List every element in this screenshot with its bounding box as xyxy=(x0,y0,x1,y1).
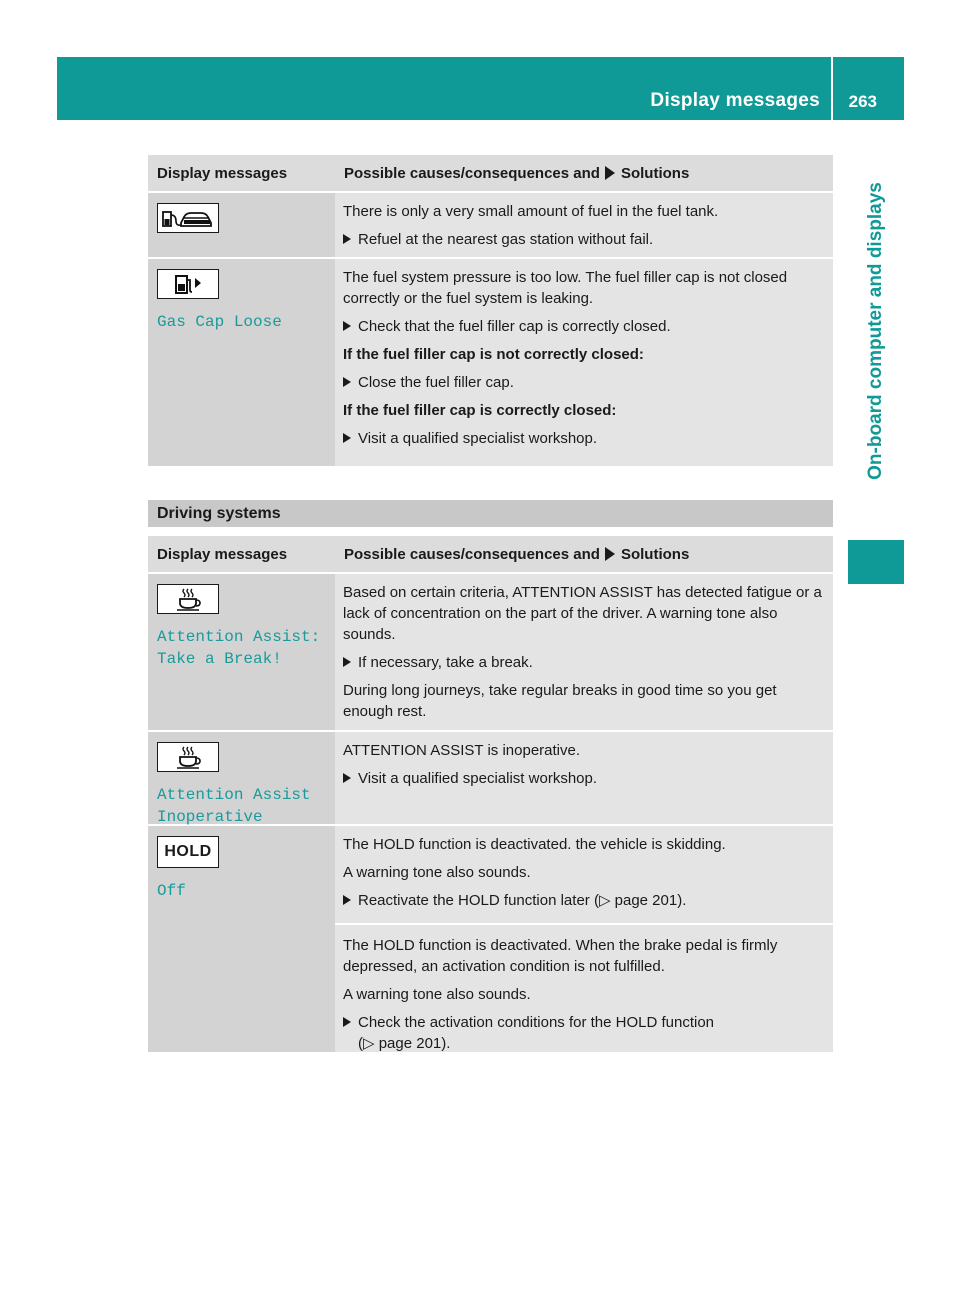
column-header-display: Display messages xyxy=(157,545,288,563)
step-text: Close the fuel filler cap. xyxy=(358,374,514,391)
column-header-causes xyxy=(335,165,833,182)
cause-text: The fuel system pressure is too low. The fuel filler cap is not closed correctly or the fuel system is leaking. xyxy=(343,269,788,307)
page-number: 263 xyxy=(848,92,877,111)
table-row xyxy=(148,572,833,730)
hold-icon xyxy=(157,836,219,868)
side-chapter-tab xyxy=(848,126,904,536)
cause-text: The HOLD function is deactivated. the vehicle is skidding. xyxy=(343,836,726,853)
cause-block-2 xyxy=(335,923,833,1054)
solution-cell xyxy=(335,259,833,466)
step-arrow-icon xyxy=(343,773,351,783)
step-text-line1: Check the activation conditions for the HOLD function xyxy=(358,1014,715,1031)
table-row xyxy=(148,824,833,1052)
step-text: Refuel at the nearest gas station without fail. xyxy=(358,231,654,248)
note-text: During long journeys, take regular breaks in good time so you get enough rest. xyxy=(343,682,777,720)
step-text xyxy=(358,1012,714,1054)
display-message-cell xyxy=(148,826,335,1052)
solution-cell xyxy=(335,574,833,730)
table-row xyxy=(148,257,833,466)
solution-cell xyxy=(335,193,833,257)
coffee-cup-icon xyxy=(157,742,219,772)
cause-text: ATTENTION ASSIST is inoperative. xyxy=(343,742,581,759)
display-message-cell xyxy=(148,574,335,730)
solution-step xyxy=(343,890,827,911)
step-text: Reactivate the HOLD function later (▷ page 201). xyxy=(358,892,687,909)
step-arrow-icon xyxy=(343,377,351,387)
display-message-line1: Attention Assist: xyxy=(157,628,321,646)
cause-text: Based on certain criteria, ATTENTION ASSIST has detected fatigue or a lack of concentration on the part of the driver. A warning tone also sounds. xyxy=(343,584,822,643)
solution-step xyxy=(343,372,827,393)
display-message-text: Off xyxy=(157,882,186,900)
solution-step xyxy=(343,768,827,789)
table-header xyxy=(148,536,833,572)
solution-step xyxy=(343,428,827,449)
tone-text: A warning tone also sounds. xyxy=(343,986,531,1003)
step-arrow-icon xyxy=(343,321,351,331)
table-header xyxy=(148,155,833,191)
condition-heading: If the fuel filler cap is correctly closed: xyxy=(343,402,617,419)
coffee-cup-icon xyxy=(157,584,219,614)
page-header-bar xyxy=(57,57,904,120)
solution-cell xyxy=(335,826,833,1052)
step-text: Check that the fuel filler cap is correctly closed. xyxy=(358,318,671,335)
solution-cell xyxy=(335,732,833,824)
page-header-title: Display messages xyxy=(650,90,820,111)
column-header-solutions-label: Solutions xyxy=(620,545,690,563)
fuel-pump-icon xyxy=(157,269,219,299)
fuel-messages-table xyxy=(148,155,833,466)
display-message-cell xyxy=(148,732,335,824)
column-header-causes xyxy=(335,546,833,563)
display-message-cell xyxy=(148,193,335,257)
header-divider xyxy=(831,57,833,120)
column-header-causes-label: Possible causes/consequences and xyxy=(344,164,600,182)
display-message-cell xyxy=(148,259,335,466)
side-color-block xyxy=(848,540,904,584)
step-arrow-icon xyxy=(343,433,351,443)
step-arrow-icon xyxy=(343,895,351,905)
table-row xyxy=(148,730,833,824)
step-text: Visit a qualified specialist workshop. xyxy=(358,770,598,787)
step-text-line2: (▷ page 201). xyxy=(358,1035,451,1052)
solution-step xyxy=(343,1012,827,1054)
step-arrow-icon xyxy=(343,234,351,244)
arrow-icon xyxy=(605,547,615,561)
display-message-text: Gas Cap Loose xyxy=(157,313,282,331)
solution-step xyxy=(343,652,827,673)
step-arrow-icon xyxy=(343,1017,351,1027)
tone-text: A warning tone also sounds. xyxy=(343,864,531,881)
solution-step xyxy=(343,316,827,337)
side-chapter-title: On-board computer and displays xyxy=(865,182,886,480)
arrow-icon xyxy=(605,166,615,180)
step-text: Visit a qualified specialist workshop. xyxy=(358,430,598,447)
display-message-line1: Attention Assist xyxy=(157,786,311,804)
step-text: If necessary, take a break. xyxy=(358,654,533,671)
cause-text: The HOLD function is deactivated. When the brake pedal is firmly depressed, an activation condition is not fulfilled. xyxy=(343,937,778,975)
step-arrow-icon xyxy=(343,657,351,667)
driving-systems-table xyxy=(148,536,833,1052)
fuel-car-icon xyxy=(157,203,219,233)
condition-heading: If the fuel filler cap is not correctly closed: xyxy=(343,346,644,363)
column-header-solutions-label: Solutions xyxy=(620,164,690,182)
cause-text: There is only a very small amount of fuel in the fuel tank. xyxy=(343,203,719,220)
solution-step xyxy=(343,229,827,250)
column-header-display: Display messages xyxy=(157,164,288,182)
hold-icon-label: HOLD xyxy=(164,843,212,860)
display-message-line2: Inoperative xyxy=(157,808,263,826)
column-header-causes-label: Possible causes/consequences and xyxy=(344,545,600,563)
table-row xyxy=(148,191,833,257)
display-message-line2: Take a Break! xyxy=(157,650,282,668)
section-title: Driving systems xyxy=(148,500,833,527)
